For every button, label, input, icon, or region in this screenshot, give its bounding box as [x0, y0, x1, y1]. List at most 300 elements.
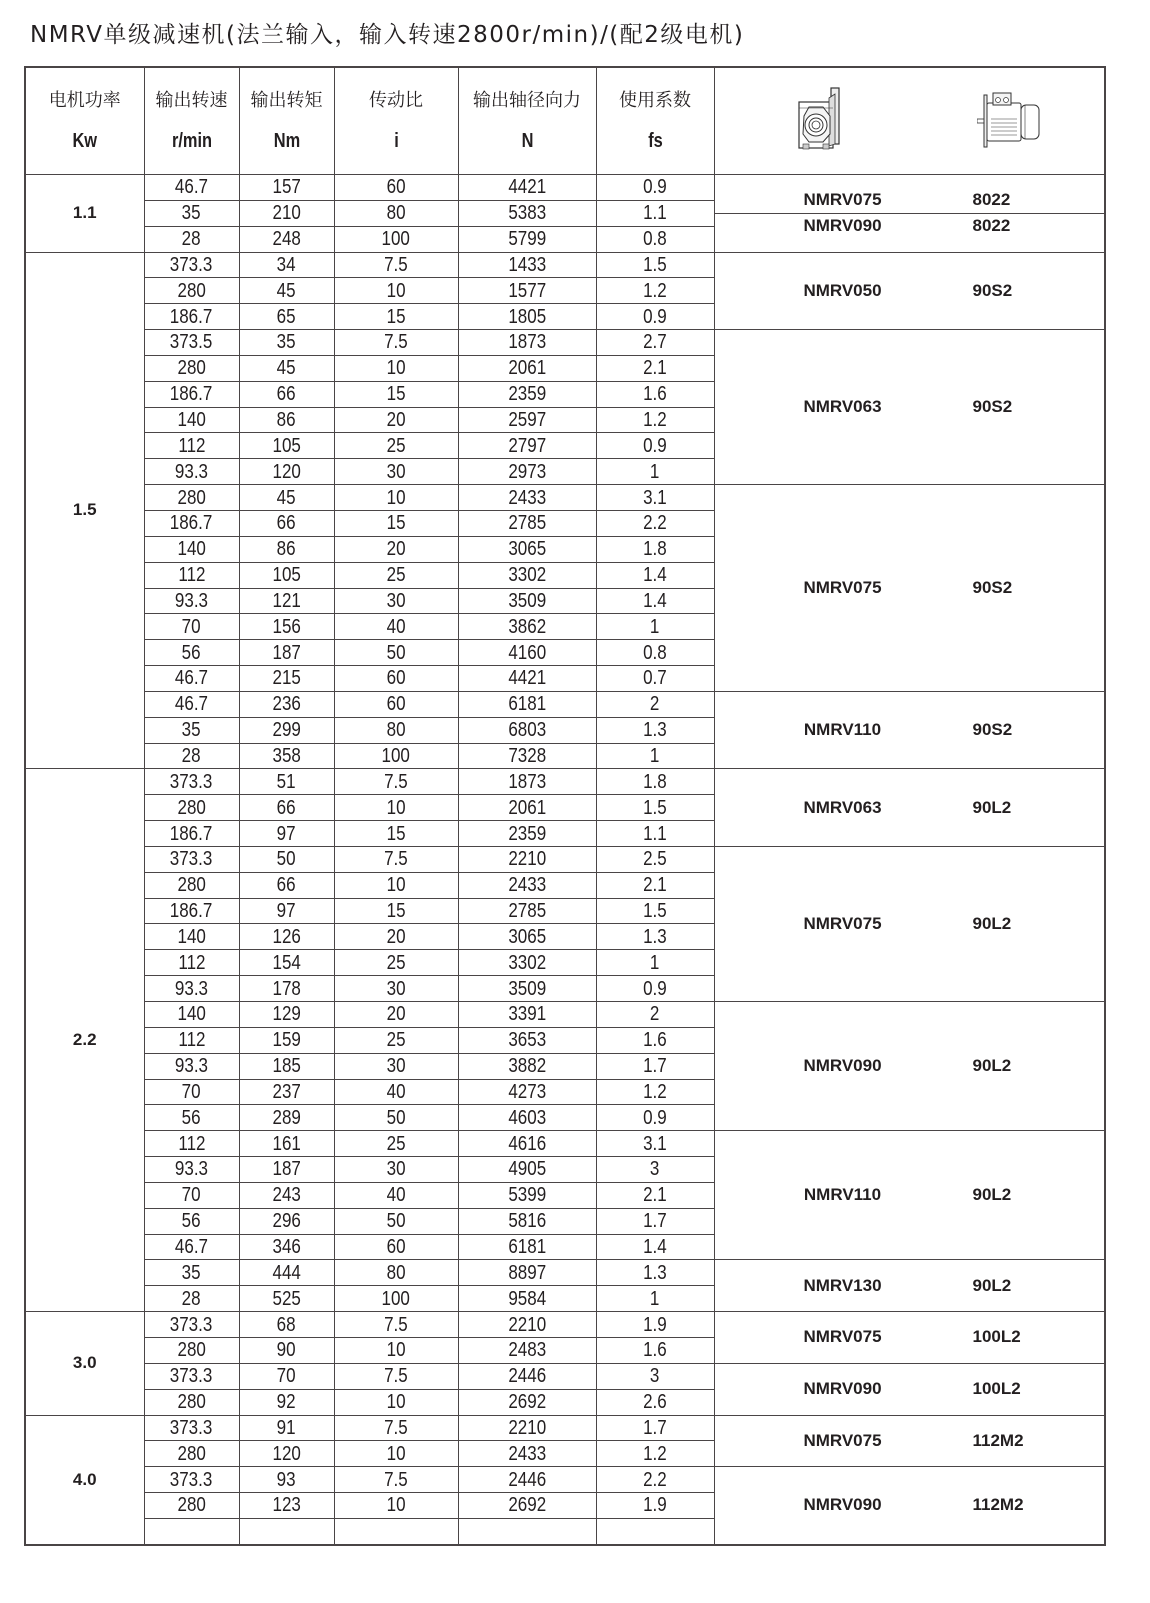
service-factor-value: 0.8: [643, 641, 667, 664]
ratio-value: 25: [386, 434, 406, 457]
ratio-cell: [334, 872, 458, 898]
service-factor-value: 1.7: [643, 1055, 667, 1078]
radial-force-cell: [458, 330, 596, 356]
service-factor-value: 1.4: [643, 1236, 667, 1259]
output-speed-value: 186.7: [170, 900, 213, 923]
ratio-value: 10: [386, 796, 406, 819]
radial-force-value: 3065: [508, 538, 546, 561]
radial-force-cell: [458, 175, 596, 201]
output-torque-cell: [239, 640, 334, 666]
output-speed-value: 373.3: [170, 1365, 213, 1388]
model-cell: [714, 252, 1105, 330]
service-factor-value: 1.3: [643, 719, 667, 742]
radial-force-cell: [458, 717, 596, 743]
service-factor-cell: [596, 717, 714, 743]
table-row: [25, 1260, 1105, 1286]
gearbox-model: NMRV090: [803, 1056, 882, 1076]
service-factor-value: 1.7: [643, 1416, 667, 1439]
service-factor-value: 1.1: [643, 202, 667, 225]
output-torque-cell: [239, 1337, 334, 1363]
radial-force-value: 3065: [508, 925, 546, 948]
service-factor-cell: [596, 1053, 714, 1079]
output-speed-cell: [144, 1415, 239, 1441]
service-factor-cell: [596, 485, 714, 511]
service-factor-cell: [596, 278, 714, 304]
service-factor-value: 1: [650, 615, 660, 638]
output-speed-cell: [144, 924, 239, 950]
ratio-cell: [334, 717, 458, 743]
radial-force-cell: [458, 381, 596, 407]
ratio-cell: [334, 1131, 458, 1157]
radial-force-value: 9584: [508, 1287, 546, 1310]
ratio-cell: [334, 1467, 458, 1493]
radial-force-cell: [458, 1079, 596, 1105]
model-line: [715, 1325, 1105, 1350]
ratio-cell: [334, 898, 458, 924]
output-torque-value: 45: [277, 486, 296, 509]
ratio-value: 15: [386, 305, 406, 328]
motor-model: 8022: [972, 216, 1011, 236]
output-torque-cell: [239, 278, 334, 304]
output-speed-value: 112: [177, 951, 206, 974]
gearbox-model: NMRV130: [803, 1275, 882, 1295]
service-factor-value: 2: [650, 1003, 660, 1026]
output-torque-cell: [239, 846, 334, 872]
radial-force-value: 2785: [508, 512, 546, 535]
radial-force-cell: [458, 1286, 596, 1312]
output-speed-cell: [144, 1260, 239, 1286]
output-speed-cell: [144, 795, 239, 821]
radial-force-value: 4603: [508, 1106, 546, 1129]
ratio-value: 20: [386, 538, 406, 561]
output-speed-cell: [144, 769, 239, 795]
output-speed-value: 373.3: [170, 1313, 213, 1336]
output-speed-cell: [144, 1002, 239, 1028]
output-speed-cell: [144, 588, 239, 614]
service-factor-cell: [596, 950, 714, 976]
output-speed-value: 28: [182, 744, 201, 767]
radial-force-value: 3302: [508, 564, 546, 587]
output-torque-cell: [239, 485, 334, 511]
output-speed-cell: [144, 1079, 239, 1105]
service-factor-value: 1.2: [643, 409, 667, 432]
output-torque-value: 299: [272, 719, 301, 742]
output-speed-value: 112: [177, 1132, 206, 1155]
radial-force-value: 2210: [508, 1416, 546, 1439]
ratio-value: 7.5: [384, 848, 408, 871]
radial-force-cell: [458, 1053, 596, 1079]
motor-power-cell: 2.2: [25, 769, 144, 1312]
output-torque-value: 243: [272, 1184, 301, 1207]
table-row: [25, 769, 1105, 795]
radial-force-value: 3653: [508, 1029, 546, 1052]
radial-force-value: 6803: [508, 719, 546, 742]
output-speed-value: 186.7: [170, 305, 213, 328]
output-speed-value: 280: [177, 279, 206, 302]
output-speed-cell: [144, 1389, 239, 1415]
output-speed-cell: [144, 1363, 239, 1389]
service-factor-cell: [596, 1286, 714, 1312]
ratio-cell: [334, 355, 458, 381]
ratio-cell: [334, 1182, 458, 1208]
gearbox-model: NMRV063: [803, 397, 882, 417]
radial-force-value: 6181: [508, 693, 546, 716]
service-factor-value: 1.2: [643, 1080, 667, 1103]
ratio-cell: [334, 1027, 458, 1053]
ratio-cell: [334, 536, 458, 562]
motor-power-cell: 4.0: [25, 1415, 144, 1545]
ratio-cell: [334, 278, 458, 304]
output-torque-value: 86: [277, 538, 296, 561]
ratio-value: 50: [386, 1210, 406, 1233]
ratio-value: 15: [386, 512, 406, 535]
output-torque-value: 444: [272, 1261, 301, 1284]
output-torque-value: 66: [277, 512, 296, 535]
output-speed-value: 70: [182, 1184, 201, 1207]
motor-model: 90S2: [972, 578, 1013, 597]
output-torque-value: 123: [272, 1494, 301, 1517]
output-torque-value: 525: [272, 1287, 301, 1310]
ratio-cell: [334, 666, 458, 692]
output-speed-value: 140: [177, 925, 206, 948]
service-factor-cell: [596, 821, 714, 847]
radial-force-value: 1433: [508, 253, 546, 276]
output-speed-value: 93.3: [174, 977, 209, 1000]
output-torque-value: 97: [277, 822, 296, 845]
ratio-cell: [334, 950, 458, 976]
ratio-cell: [334, 976, 458, 1002]
output-speed-value: 280: [177, 796, 206, 819]
table-row: [25, 846, 1105, 872]
radial-force-cell: [458, 795, 596, 821]
table-row: [25, 252, 1105, 278]
output-speed-value: 93.3: [174, 589, 209, 612]
output-torque-value: 86: [277, 409, 296, 432]
output-torque-cell: [239, 1467, 334, 1493]
service-factor-cell: [596, 1389, 714, 1415]
output-speed-cell: [144, 976, 239, 1002]
output-speed-value: 46.7: [174, 693, 209, 716]
output-torque-cell: [239, 717, 334, 743]
output-torque-value: 289: [272, 1106, 301, 1129]
output-torque-value: 66: [277, 383, 296, 406]
ratio-value: 100: [381, 1287, 411, 1310]
ratio-value: 15: [386, 900, 406, 923]
spec-table: [24, 66, 1106, 1546]
output-torque-cell: [239, 1415, 334, 1441]
output-torque-value: 187: [272, 641, 301, 664]
header-torque: 输出转矩 Nm: [239, 67, 334, 175]
output-torque-cell: [239, 614, 334, 640]
ratio-cell: [334, 1079, 458, 1105]
model-line: [715, 1493, 1105, 1518]
output-torque-value: 215: [272, 667, 301, 690]
ratio-cell: [334, 1157, 458, 1183]
output-speed-cell: [144, 666, 239, 692]
output-speed-value: 28: [182, 1287, 201, 1310]
output-speed-cell: [144, 381, 239, 407]
output-torque-value: 91: [277, 1416, 296, 1439]
ratio-cell: [334, 691, 458, 717]
service-factor-cell: [596, 200, 714, 226]
model-line: [715, 795, 1105, 820]
output-speed-value: 373.3: [170, 253, 213, 276]
output-speed-value: 140: [177, 1003, 206, 1026]
service-factor-value: 0.8: [643, 228, 667, 251]
service-factor-value: 1.5: [643, 900, 667, 923]
radial-force-value: 1873: [508, 770, 546, 793]
output-torque-value: 296: [272, 1210, 301, 1233]
output-speed-value: 56: [182, 1210, 201, 1233]
output-speed-cell: [144, 304, 239, 330]
radial-force-value: 1805: [508, 305, 546, 328]
output-torque-cell: [239, 1053, 334, 1079]
radial-force-cell: [458, 433, 596, 459]
ratio-value: 25: [386, 564, 406, 587]
radial-force-value: 5799: [508, 228, 546, 251]
output-speed-cell: [144, 614, 239, 640]
ratio-cell: [334, 1389, 458, 1415]
gearbox-model: NMRV075: [803, 190, 882, 210]
service-factor-value: 1.6: [643, 383, 667, 406]
radial-force-value: 1873: [508, 331, 546, 354]
service-factor-value: 0.9: [643, 977, 667, 1000]
ratio-value: 60: [386, 693, 406, 716]
ratio-cell: [334, 407, 458, 433]
output-torque-cell: [239, 381, 334, 407]
output-torque-cell: [239, 1131, 334, 1157]
motor-model: 90L2: [972, 913, 1012, 933]
ratio-value: 15: [386, 822, 406, 845]
table-row: [25, 1312, 1105, 1338]
ratio-cell: [334, 433, 458, 459]
output-speed-cell: [144, 1157, 239, 1183]
output-torque-cell: [239, 666, 334, 692]
radial-force-cell: [458, 459, 596, 485]
ratio-cell: [334, 381, 458, 407]
output-torque-cell: [239, 1234, 334, 1260]
output-speed-cell: [144, 1441, 239, 1467]
ratio-value: 7.5: [384, 1365, 408, 1388]
ratio-value: 50: [386, 1106, 406, 1129]
output-speed-cell: [144, 1493, 239, 1519]
service-factor-value: 3: [650, 1365, 660, 1388]
ratio-cell: [334, 1105, 458, 1131]
output-torque-cell: [239, 821, 334, 847]
output-torque-value: 68: [277, 1313, 296, 1336]
ratio-cell: [334, 640, 458, 666]
service-factor-value: 1.9: [643, 1313, 667, 1336]
output-speed-cell: [144, 950, 239, 976]
output-torque-cell: [239, 175, 334, 201]
table-row: [25, 175, 1105, 201]
table-row: [25, 1363, 1105, 1389]
ratio-value: 10: [386, 486, 406, 509]
radial-force-value: 3509: [508, 589, 546, 612]
output-torque-value: 90: [277, 1339, 296, 1362]
radial-force-cell: [458, 872, 596, 898]
ratio-cell: [334, 330, 458, 356]
gearbox-model: NMRV075: [803, 1327, 882, 1347]
radial-force-value: 2061: [508, 357, 546, 380]
ratio-cell: [334, 1415, 458, 1441]
ratio-cell: [334, 562, 458, 588]
radial-force-value: 2446: [508, 1365, 546, 1388]
header-speed: 输出转速 r/min: [144, 67, 239, 175]
output-torque-cell: [239, 1027, 334, 1053]
output-speed-value: 46.7: [174, 176, 209, 199]
service-factor-value: 1.8: [643, 770, 667, 793]
ratio-cell: [334, 304, 458, 330]
radial-force-cell: [458, 278, 596, 304]
ratio-cell: [334, 821, 458, 847]
ratio-cell: [334, 1363, 458, 1389]
service-factor-value: 1.5: [643, 253, 667, 276]
service-factor-value: 2.1: [643, 1184, 667, 1207]
gearbox-model: NMRV090: [803, 216, 882, 236]
gearbox-model: NMRV050: [803, 280, 882, 300]
service-factor-cell: [596, 355, 714, 381]
output-speed-cell: [144, 175, 239, 201]
output-torque-value: 45: [277, 357, 296, 380]
service-factor-cell: [596, 1363, 714, 1389]
ratio-value: 20: [386, 925, 406, 948]
output-torque-cell: [239, 1079, 334, 1105]
table-row: [25, 485, 1105, 511]
service-factor-cell: [596, 640, 714, 666]
table-row: [25, 691, 1105, 717]
ratio-cell: [334, 252, 458, 278]
output-torque-cell: [239, 200, 334, 226]
output-torque-cell: [239, 872, 334, 898]
radial-force-cell: [458, 1002, 596, 1028]
output-speed-value: 112: [177, 564, 206, 587]
output-torque-cell: [239, 536, 334, 562]
ratio-value: 7.5: [384, 770, 408, 793]
service-factor-value: 1.5: [643, 796, 667, 819]
service-factor-value: 1: [650, 1287, 660, 1310]
output-speed-cell: [144, 1208, 239, 1234]
radial-force-cell: [458, 1157, 596, 1183]
motor-model: 112M2: [972, 1495, 1024, 1515]
ratio-cell: [334, 614, 458, 640]
service-factor-value: 2.6: [643, 1391, 667, 1414]
table-row: [25, 1002, 1105, 1028]
model-line: [715, 188, 1105, 213]
output-torque-value: 236: [272, 693, 301, 716]
output-torque-cell: [239, 1157, 334, 1183]
output-speed-cell: [144, 355, 239, 381]
radial-force-value: 5399: [508, 1184, 546, 1207]
output-speed-cell: [144, 330, 239, 356]
radial-force-cell: [458, 1260, 596, 1286]
model-cell: [714, 485, 1105, 692]
service-factor-value: 1.4: [643, 564, 667, 587]
output-speed-value: 280: [177, 1494, 206, 1517]
output-speed-value: 35: [182, 719, 201, 742]
radial-force-value: 4905: [508, 1158, 546, 1181]
model-line: [715, 1428, 1105, 1453]
ratio-value: 100: [381, 744, 411, 767]
output-torque-value: 237: [272, 1080, 301, 1103]
output-speed-value: 56: [182, 641, 201, 664]
ratio-value: 60: [386, 176, 406, 199]
radial-force-cell: [458, 1363, 596, 1389]
radial-force-cell: [458, 898, 596, 924]
output-torque-value: 34: [277, 253, 296, 276]
model-cell: [714, 1467, 1105, 1545]
output-torque-cell: [239, 433, 334, 459]
ratio-cell: [334, 743, 458, 769]
ratio-value: 7.5: [384, 1313, 408, 1336]
model-line: [715, 1183, 1105, 1208]
header-service-factor: 使用系数 fs: [596, 67, 714, 175]
output-torque-cell: [239, 950, 334, 976]
radial-force-cell: [458, 1182, 596, 1208]
radial-force-value: 3391: [508, 1003, 546, 1026]
output-speed-value: 280: [177, 486, 206, 509]
radial-force-cell: [458, 743, 596, 769]
header-power: 电机功率 Kw: [25, 67, 144, 175]
output-torque-value: 121: [272, 589, 301, 612]
motor-model: 112M2: [972, 1430, 1024, 1450]
radial-force-cell: [458, 1415, 596, 1441]
ratio-value: 80: [386, 1261, 406, 1284]
model-line: [715, 1054, 1105, 1079]
output-torque-cell: [239, 304, 334, 330]
output-torque-cell: [239, 355, 334, 381]
radial-force-value: 7328: [508, 744, 546, 767]
output-speed-cell: [144, 717, 239, 743]
service-factor-cell: [596, 536, 714, 562]
output-speed-value: 373.3: [170, 1416, 213, 1439]
model-line: [715, 278, 1105, 303]
radial-force-cell: [458, 536, 596, 562]
service-factor-cell: [596, 1260, 714, 1286]
radial-force-value: 2446: [508, 1468, 546, 1491]
radial-force-value: 2597: [508, 409, 546, 432]
radial-force-cell: [458, 1234, 596, 1260]
output-torque-value: 120: [272, 460, 301, 483]
output-speed-value: 280: [177, 357, 206, 380]
output-torque-value: 248: [272, 228, 301, 251]
ratio-value: 40: [386, 1080, 406, 1103]
output-torque-cell: [239, 1441, 334, 1467]
table-row: [25, 1415, 1105, 1441]
output-speed-cell: [144, 1286, 239, 1312]
ratio-cell: [334, 1337, 458, 1363]
output-speed-value: 280: [177, 1339, 206, 1362]
output-speed-value: 140: [177, 409, 206, 432]
output-torque-cell: [239, 510, 334, 536]
output-torque-cell: [239, 252, 334, 278]
gearbox-model: NMRV075: [803, 578, 882, 597]
service-factor-value: 1: [650, 744, 660, 767]
motor-power-cell: 1.1: [25, 175, 144, 253]
output-speed-value: 373.3: [170, 1468, 213, 1491]
output-torque-cell: [239, 898, 334, 924]
service-factor-value: 2.1: [643, 357, 667, 380]
output-torque-cell: [239, 691, 334, 717]
output-torque-cell: [239, 1260, 334, 1286]
ratio-value: 10: [386, 1339, 406, 1362]
spec-table-body: [25, 175, 1105, 1545]
ratio-cell: [334, 769, 458, 795]
radial-force-cell: [458, 1493, 596, 1519]
output-speed-value: 46.7: [174, 667, 209, 690]
ratio-cell: [334, 1312, 458, 1338]
ratio-value: 10: [386, 1442, 406, 1465]
